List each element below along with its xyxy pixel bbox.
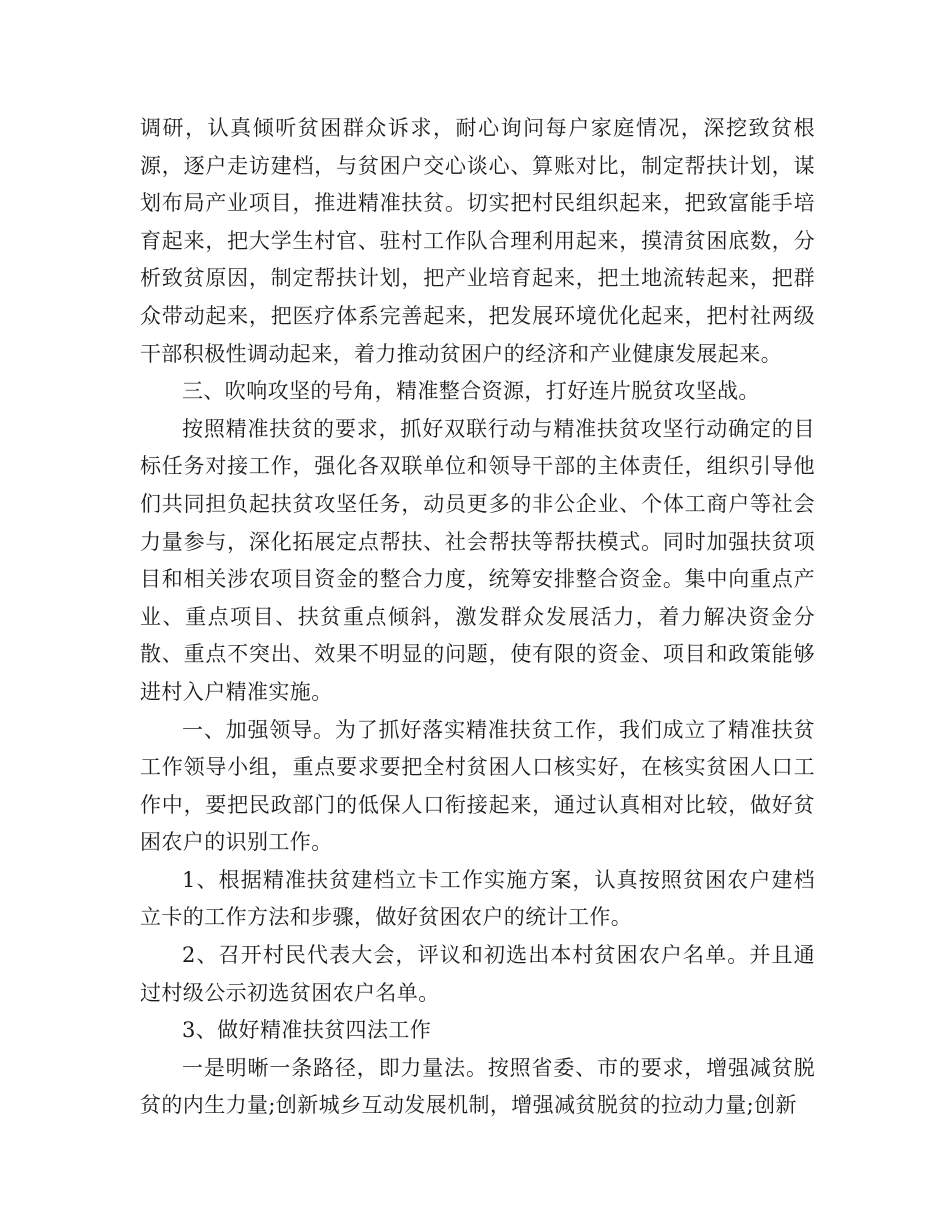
paragraph-last: 一是明晰一条路径，即力量法。按照省委、市的要求，增强减贫脱贫的内生力量;创新城乡互动发展机制，增强减贫脱贫的拉动力量;创新 — [140, 1055, 815, 1118]
section-heading-three: 三、吹响攻坚的号角，精准整合资源，打好连片脱贫攻坚战。 — [182, 379, 760, 404]
paragraph-1: 调研，认真倾听贫困群众诉求，耐心询问每户家庭情况，深挖致贫根源，逐户走访建档，与贫困户交心谈心、算账对比，制定帮扶计划，谋划布局产业项目，推进精准扶贫。切实把村民组织起来，把致富能手培育起来，把大学生村官、驻村工作队合理利用起来，摸清贫困底数，分析致贫原因，制定帮扶计划，把产业培育起来，把土地流转起来，把群众带动起来，把医疗体系完善起来，把发展环境优化起来，把村社两级干部积极性调动起来，着力推动贫困户的经济和产业健康发展起来。 — [140, 116, 815, 366]
list-item-1: 1、根据精准扶贫建档立卡工作实施方案，认真按照贫困农户建档立卡的工作方法和步骤，做好贫困农户的统计工作。 — [140, 867, 815, 930]
document-page — [140, 110, 815, 1125]
paragraph-3: 按照精准扶贫的要求，抓好双联行动与精准扶贫攻坚行动确定的目标任务对接工作，强化各双联单位和领导干部的主体责任，组织引导他们共同担负起扶贫攻坚任务，动员更多的非公企业、个体工商户等社会力量参与，深化拓展定点帮扶、社会帮扶等帮扶模式。同时加强扶贫项目和相关涉农项目资金的整合力度，统筹安排整合资金。集中向重点产业、重点项目、扶贫重点倾斜，激发群众发展活力，着力解决资金分散、重点不突出、效果不明显的问题，使有限的资金、项目和政策能够进村入户精准实施。 — [140, 416, 815, 704]
list-item-3: 3、做好精准扶贫四法工作 — [182, 1018, 432, 1043]
list-item-2: 2、召开村民代表大会，评议和初选出本村贫困农户名单。并且通过村级公示初选贫困农户名单。 — [140, 943, 815, 1005]
section-heading-one: 一、加强领导。为了抓好落实精准扶贫工作，我们成立了精准扶贫工作领导小组，重点要求要把全村贫困人口核实好，在核实贫困人口工作中，要把民政部门的低保人口衔接起来，通过认真相对比较，做好贫困农户的识别工作。 — [140, 717, 815, 855]
